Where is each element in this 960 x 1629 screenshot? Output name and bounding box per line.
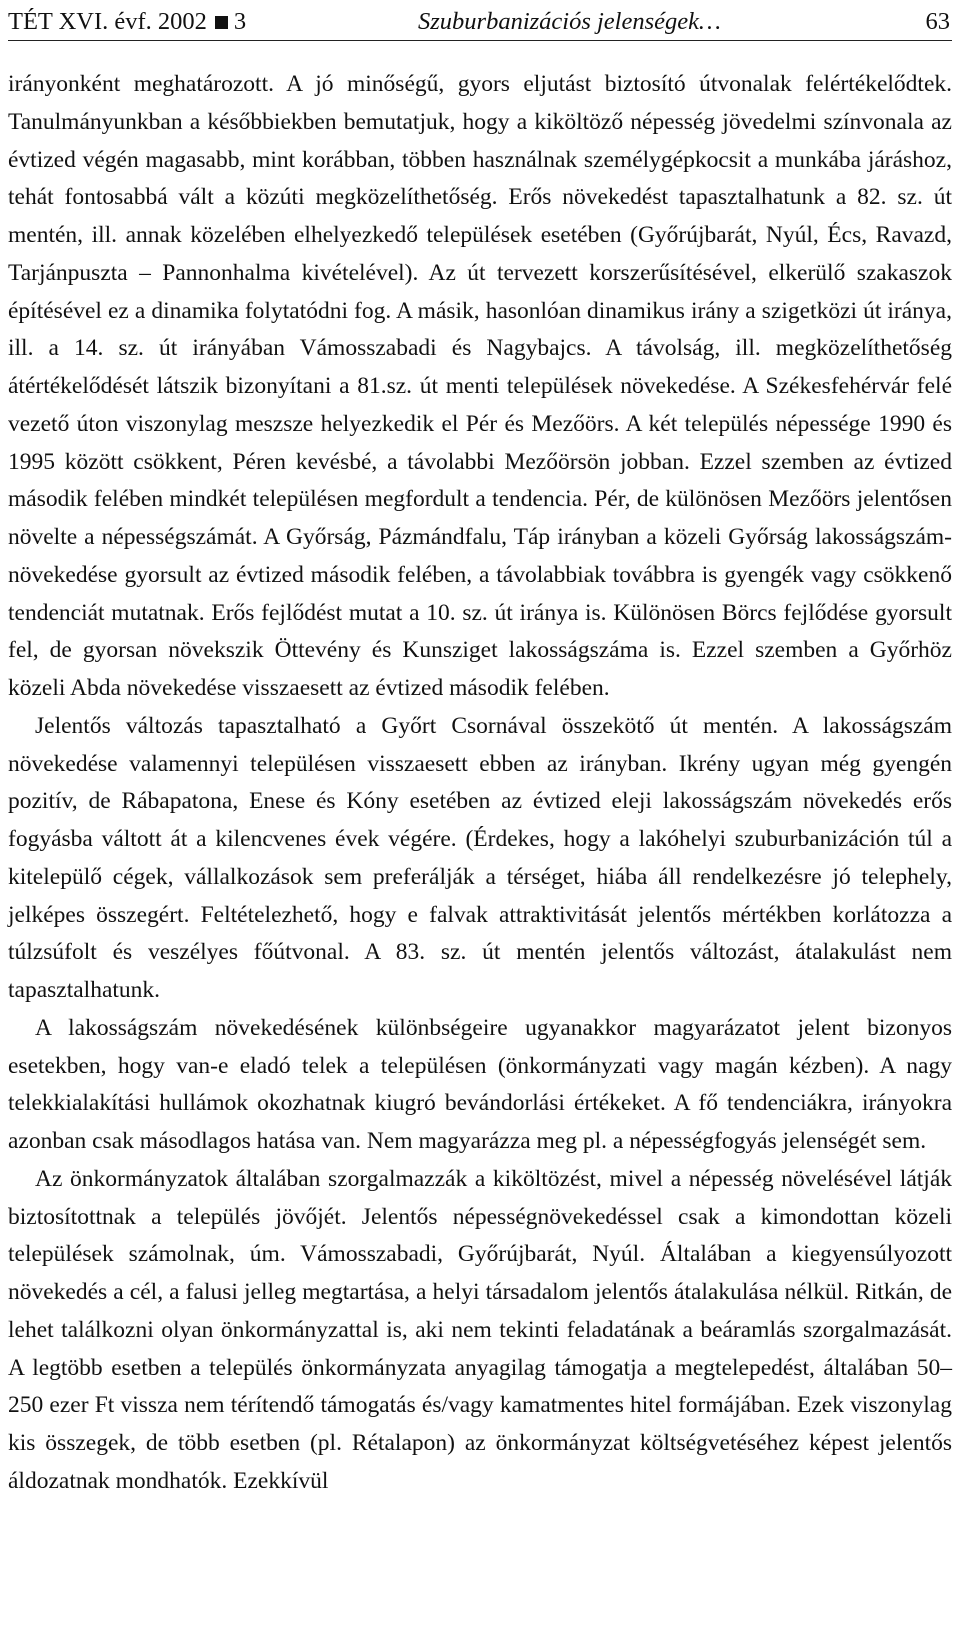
paragraph-4: Az önkormányzatok általában szorgalmazzák a kiköltözést, mivel a népesség növelésével látják biztosítottnak a település jövőjét. Jelentős népességnövekedéssel csak a kimondottan közeli települések számolnak, úm. Vámosszabadi, Győrújbarát, Nyúl. Általában a kiegyensúlyozott növekedés a cél, a falusi jelleg megtartása, a helyi társadalom jelentős átalakulása nélkül. Ritkán, de lehet találkozni olyan önkormányzattal is, aki nem tekinti feladatának a beáramlás szorgalmazását. A legtöbb esetben a település önkormányzata anyagilag támogatja a megtelepedést, általában 50–250 ezer Ft vissza nem térítendő támogatás és/vagy kamatmentes hitel formájában. Ezek viszonylag kis összegek, de több esetben (pl. Rétalapon) az önkormányzat költségvetéséhez képest jelentős áldozatnak mondhatók. Ezekkívül xyxy=(8,1165,952,1494)
section-title: Szuburbanizációs jelenségek… xyxy=(418,8,721,35)
body-text xyxy=(8,66,952,1501)
running-header xyxy=(8,4,952,41)
page-number: 63 xyxy=(925,8,950,35)
header-left xyxy=(8,4,246,40)
issue-number: 3 xyxy=(233,8,247,35)
paragraph-2: Jelentős változás tapasztalható a Győrt Csornával összekötő út mentén. A lakosságszám növekedése valamennyi településen visszaesett ebben az irányban. Ikrény ugyan még gyengén pozitív, de Rábapatona, Enese és Kóny esetében az évtized eleji lakosságszám növekedés erős fogyásba váltott át a kilencvenes évek végére. (Érdekes, hogy a lakóhelyi szuburbanizáción túl a kitelepülő cégek, vállalkozások sem preferálják a térséget, hiába áll rendelkezésre jó telephely, jelképes összegért. Feltételezhető, hogy e falvak attraktivitását jelentős mértékben korlátozza a túlzsúfolt és veszélyes főútvonal. A 83. sz. út mentén jelentős változást, átalakulást nem tapasztalhatunk. xyxy=(8,712,952,1003)
journal-info: TÉT XVI. évf. 2002 xyxy=(8,8,207,35)
paragraph-1: irányonként meghatározott. A jó minőségű, gyors eljutást biztosító útvonalak felértékelődtek. Tanulmányunkban a későbbiekben bemutatjuk, hogy a kiköltöző népesség jövedelmi színvonala az évtized végén magasabb, mint korábban, többen használnak személygépkocsit a munkába járáshoz, tehát fontosabbá vált a közúti megközelíthetőség. Erős növekedést tapasztalhatunk a 82. sz. út mentén, ill. annak közelében elhelyezkedő települések esetében (Győrújbarát, Nyúl, Écs, Ravazd, Tarjánpuszta – Pannonhalma kivételével). Az út tervezett korszerűsítésével, elkerülő szakaszok építésével ez a dinamika folytatódni fog. A másik, hasonlóan dinamikus irány a szigetközi út iránya, ill. a 14. sz. út irányában Vámosszabadi és Nagybajcs. A távolság, ill. megközelíthetőség átértékelődését látszik bizonyítani a 81.sz. út menti települések növekedése. A Székesfehérvár felé vezető úton viszonylag meszsze helyezkedik el Pér és Mezőörs. A két település népessége 1990 és 1995 között csökkent, Péren kevésbé, a távolabbi Mezőörsön jobban. Ezzel szemben az évtized második felében mindkét településen megfordult a tendencia. Pér, de különösen Mezőörs jelentősen növelte a népességszámát. A Győrság, Pázmándfalu, Táp irányban a közeli Győrság lakosságszám-növekedése gyorsult az évtized második felében, a távolabbiak továbbra is gyengék vagy csökkenő tendenciát mutatnak. Erős fejlődést mutat a 10. sz. út iránya is. Különösen Börcs fejlődése gyorsult fel, de gyorsan növekszik Öttevény és Kunsziget lakosságszáma is. Ezzel szemben a Győrhöz közeli Abda növekedése visszaesett az évtized második felében. xyxy=(8,71,952,701)
black-square-icon xyxy=(215,16,228,29)
paragraph-3: A lakosságszám növekedésének különbségeire ugyanakkor magyarázatot jelent bizonyos esetekben, hogy van-e eladó telek a településen (önkormányzati vagy magán kézben). A nagy telekkialakítási hullámok okozhatnak kiugró bevándorlási értékeket. A fő tendenciákra, irányokra azonban csak másodlagos hatása van. Nem magyarázza meg pl. a népességfogyás jelenségét sem. xyxy=(8,1014,952,1154)
